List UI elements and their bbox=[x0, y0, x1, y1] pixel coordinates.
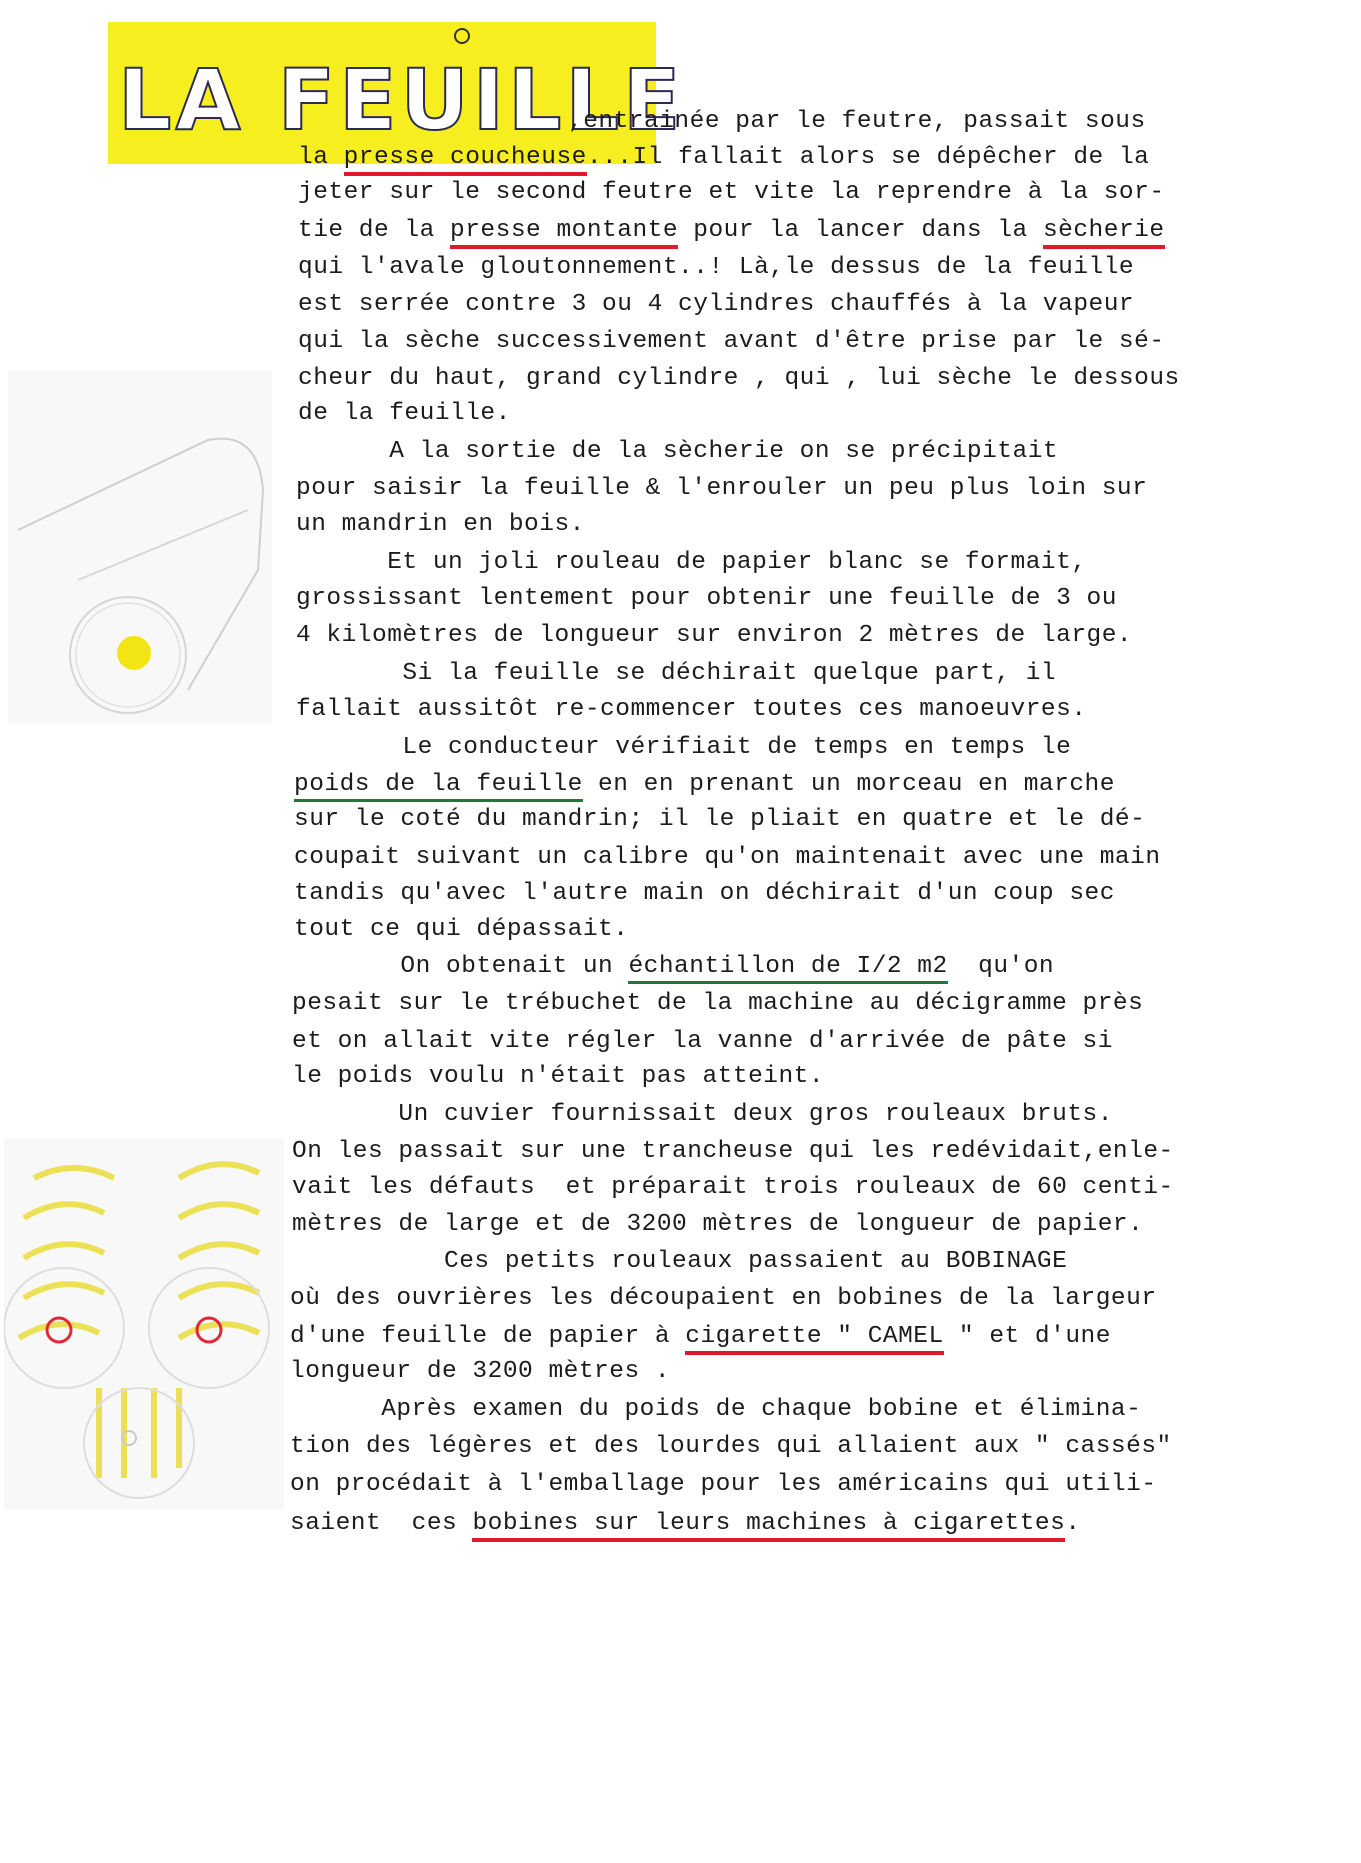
text-run: sur le coté du mandrin; il le pliait en quatre et le dé- bbox=[294, 806, 1146, 833]
text-run: un mandrin en bois. bbox=[296, 511, 585, 538]
text-line bbox=[292, 992, 1143, 1017]
text-run: Et un joli rouleau de papier blanc se formait, bbox=[296, 549, 1087, 576]
text-run: qui la sèche successivement avant d'être prise par le sé- bbox=[298, 328, 1165, 355]
text-line bbox=[294, 882, 1115, 907]
text-run: Un cuvier fournissait deux gros rouleaux bruts. bbox=[292, 1101, 1113, 1128]
text-run: vait les défauts et préparait trois rouleaux de 60 centi- bbox=[292, 1174, 1174, 1201]
text-run: tandis qu'avec l'autre main on déchirait d'un coup sec bbox=[294, 880, 1115, 907]
text-run: Si la feuille se déchirait quelque part, il bbox=[296, 660, 1057, 687]
text-line bbox=[296, 624, 1132, 649]
text-line bbox=[294, 955, 1054, 980]
text-run: et on allait vite régler la vanne d'arrivée de pâte si bbox=[292, 1028, 1113, 1055]
text-line bbox=[294, 846, 1161, 871]
underlined-term: cigarette " CAMEL bbox=[685, 1323, 943, 1355]
text-run: qu'on bbox=[947, 953, 1055, 980]
text-line bbox=[296, 477, 1147, 502]
text-line bbox=[292, 1065, 824, 1090]
text-line bbox=[294, 808, 1145, 833]
text-line bbox=[290, 1473, 1157, 1498]
text-run: 4 kilomètres de longueur sur environ 2 mètres de large. bbox=[296, 622, 1133, 649]
text-line bbox=[298, 219, 1165, 244]
text-run: Le conducteur vérifiait de temps en temps le bbox=[296, 734, 1072, 761]
text-run: . bbox=[1065, 1510, 1081, 1537]
text-run: saient ces bbox=[290, 1510, 473, 1537]
underlined-term: sècherie bbox=[1043, 217, 1165, 249]
text-line bbox=[296, 587, 1117, 612]
page-title: LA FEUILLE bbox=[118, 51, 685, 149]
text-run: mètres de large et de 3200 mètres de longueur de papier. bbox=[292, 1211, 1144, 1238]
bobbins-sketch bbox=[4, 1138, 284, 1510]
text-run: pesait sur le trébuchet de la machine au décigramme près bbox=[292, 990, 1144, 1017]
underlined-term: presse montante bbox=[450, 217, 678, 249]
paper-roll-sketch bbox=[8, 370, 272, 724]
text-line bbox=[290, 1512, 1081, 1537]
text-line bbox=[292, 1250, 1067, 1275]
text-run: ,entrainée par le feutre, passait sous bbox=[568, 108, 1146, 135]
text-line bbox=[292, 1140, 1174, 1165]
text-line bbox=[298, 293, 1134, 318]
text-run: pour la lancer dans la bbox=[678, 217, 1043, 244]
text-run: est serrée contre 3 ou 4 cylindres chauffés à la vapeur bbox=[298, 291, 1135, 318]
text-run: tion des légères et des lourdes qui allaient aux " cassés" bbox=[290, 1433, 1172, 1460]
text-run: longueur de 3200 mètres . bbox=[290, 1358, 671, 1385]
text-run: On les passait sur une trancheuse qui les redévidait,enle- bbox=[292, 1138, 1174, 1165]
text-run: pour saisir la feuille & l'enrouler un peu plus loin sur bbox=[296, 475, 1148, 502]
text-line bbox=[290, 1287, 1157, 1312]
underlined-term: échantillon de I/2 m2 bbox=[628, 953, 947, 984]
text-run: grossissant lentement pour obtenir une feuille de 3 ou bbox=[296, 585, 1117, 612]
text-line bbox=[298, 181, 1165, 206]
text-line bbox=[296, 662, 1056, 687]
text-line bbox=[292, 1176, 1174, 1201]
text-run: ...Il fallait alors se dépêcher de la bbox=[586, 144, 1150, 171]
text-line bbox=[292, 1103, 1113, 1128]
text-line bbox=[298, 402, 511, 427]
text-line bbox=[292, 1030, 1113, 1055]
text-run: d'une feuille de papier à bbox=[290, 1323, 686, 1350]
text-line bbox=[296, 551, 1087, 576]
underlined-term: presse coucheuse bbox=[344, 144, 587, 176]
text-line bbox=[290, 1435, 1172, 1460]
text-line bbox=[290, 1325, 1111, 1350]
title-dot bbox=[454, 28, 470, 44]
text-line bbox=[290, 1398, 1141, 1423]
roll-core bbox=[117, 636, 151, 670]
text-run: On obtenait un bbox=[294, 953, 629, 980]
text-run: jeter sur le second feutre et vite la reprendre à la sor- bbox=[298, 179, 1165, 206]
text-line bbox=[296, 513, 585, 538]
text-run: où des ouvrières les découpaient en bobines de la largeur bbox=[290, 1285, 1157, 1312]
text-run: de la feuille. bbox=[298, 400, 511, 427]
text-line bbox=[296, 698, 1087, 723]
text-run: coupait suivant un calibre qu'on maintenait avec une main bbox=[294, 844, 1161, 871]
text-run: fallait aussitôt re-commencer toutes ces manoeuvres. bbox=[296, 696, 1087, 723]
text-line bbox=[294, 773, 1115, 798]
underlined-term: poids de la feuille bbox=[294, 771, 583, 802]
text-line bbox=[298, 440, 1058, 465]
text-line bbox=[298, 146, 1149, 171]
text-run: " et d'une bbox=[943, 1323, 1111, 1350]
text-run: on procédait à l'emballage pour les américains qui utili- bbox=[290, 1471, 1157, 1498]
text-run: tie de la bbox=[298, 217, 451, 244]
text-line bbox=[294, 918, 628, 943]
text-run: A la sortie de la sècherie on se précipitait bbox=[298, 438, 1059, 465]
text-line bbox=[296, 736, 1071, 761]
text-run: tout ce qui dépassait. bbox=[294, 916, 629, 943]
text-run: cheur du haut, grand cylindre , qui , lui sèche le dessous bbox=[298, 365, 1180, 392]
text-line bbox=[290, 1360, 670, 1385]
text-run: la bbox=[298, 144, 344, 171]
text-run: Ces petits rouleaux passaient au BOBINAGE bbox=[292, 1248, 1068, 1275]
text-run: qui l'avale gloutonnement..! Là,le dessus de la feuille bbox=[298, 254, 1135, 281]
text-run: en en prenant un morceau en marche bbox=[582, 771, 1115, 798]
text-line bbox=[568, 110, 1146, 135]
text-line bbox=[298, 330, 1165, 355]
text-run: Après examen du poids de chaque bobine et élimina- bbox=[290, 1396, 1142, 1423]
text-line bbox=[298, 367, 1180, 392]
text-line bbox=[292, 1213, 1143, 1238]
text-line bbox=[298, 256, 1134, 281]
underlined-term: bobines sur leurs machines à cigarettes bbox=[472, 1510, 1065, 1542]
text-run: le poids voulu n'était pas atteint. bbox=[292, 1063, 825, 1090]
